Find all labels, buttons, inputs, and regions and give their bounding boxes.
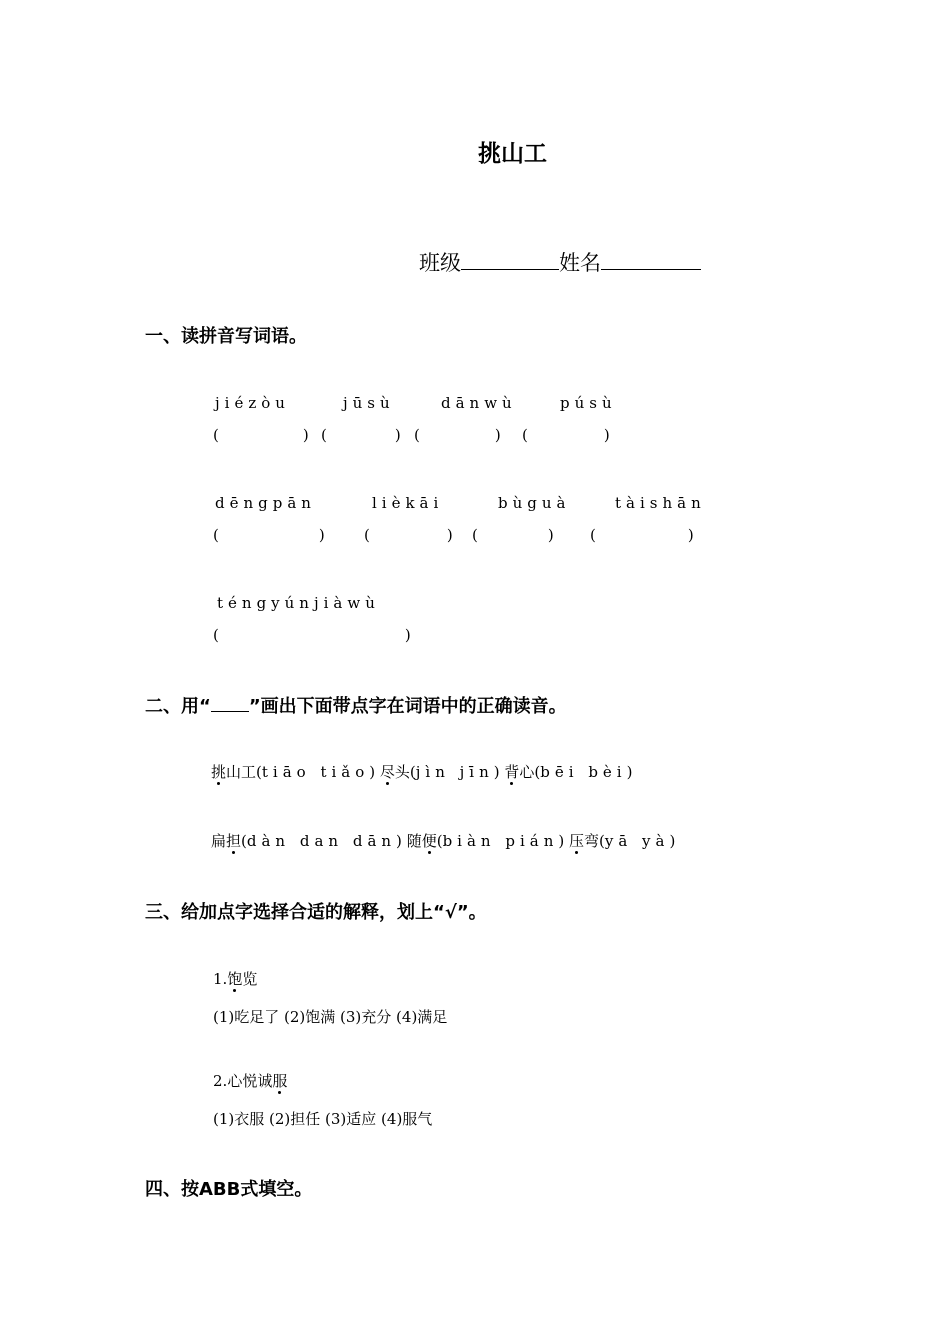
section2-heading: 二、用“ ”画出下面带点字在词语中的正确读音。 <box>145 696 567 717</box>
answer-slot[interactable]: ( ) <box>472 526 554 544</box>
pinyin-tengyunjiawu: téngyúnjiàwù <box>217 594 380 612</box>
answer-slot[interactable]: ( ) <box>321 426 401 444</box>
reading-item: 尽头(jìn jīn) <box>379 763 500 781</box>
dotted-char: 挑 <box>211 763 227 781</box>
dotted-char: 尽 <box>379 763 395 781</box>
class-blank[interactable] <box>461 247 559 270</box>
answer-slot[interactable]: ( ) <box>213 626 411 644</box>
reading-item: 随便(biàn pián) <box>406 832 565 850</box>
reading-row-1 <box>211 761 632 782</box>
name-label: 姓名 <box>559 251 601 275</box>
dotted-char: 压 <box>569 832 585 850</box>
pinyin-jiezou: jiézòu <box>215 394 290 412</box>
pinyin-options[interactable]: biàn pián <box>442 832 559 850</box>
name-blank[interactable] <box>601 247 701 270</box>
dotted-char: 便 <box>421 832 437 850</box>
dotted-char: 服 <box>272 1072 288 1090</box>
section3-heading: 三、给加点字选择合适的解释，划上“√”。 <box>145 902 487 923</box>
pinyin-danwu: dānwù <box>441 394 517 412</box>
answer-slot[interactable]: ( ) <box>522 426 610 444</box>
pinyin-options[interactable]: yā yà <box>604 832 670 850</box>
section4-heading: 四、按ABB式填空。 <box>145 1179 313 1200</box>
reading-item: 背心(bēi bèi) <box>504 763 633 781</box>
answer-slot[interactable]: ( ) <box>213 426 309 444</box>
page-title: 挑山工 <box>478 141 547 167</box>
reading-row-2 <box>211 830 675 851</box>
answer-slot[interactable]: ( ) <box>590 526 694 544</box>
pinyin-bugua: bùguà <box>498 494 571 512</box>
pinyin-taishan: tàishān <box>615 494 706 512</box>
underline-sample <box>211 697 249 712</box>
answer-slot[interactable]: ( ) <box>213 526 325 544</box>
pinyin-jusu: jūsù <box>343 394 395 412</box>
pinyin-options[interactable]: dàn dan dān <box>246 832 397 850</box>
question-1-options[interactable]: (1)吃足了 (2)饱满 (3)充分 (4)满足 <box>213 1008 448 1026</box>
answer-slot[interactable]: ( ) <box>364 526 453 544</box>
question-2: 2.心悦诚服 <box>213 1072 288 1090</box>
section1-heading: 一、读拼音写词语。 <box>145 326 307 347</box>
student-info <box>419 247 701 277</box>
pinyin-options[interactable]: bēi bèi <box>540 763 627 781</box>
dotted-char: 饱 <box>227 970 243 988</box>
reading-item: 挑山工(tiāo tiǎo) <box>211 763 376 781</box>
answer-slot[interactable]: ( ) <box>414 426 501 444</box>
pinyin-liekai: lièkāi <box>372 494 444 512</box>
question-1: 1.饱览 <box>213 970 258 988</box>
question-2-options[interactable]: (1)衣服 (2)担任 (3)适应 (4)服气 <box>213 1110 433 1128</box>
class-label: 班级 <box>419 251 461 275</box>
dotted-char: 背 <box>504 763 520 781</box>
pinyin-pusu: púsù <box>560 394 617 412</box>
reading-item: 扁担(dàn dan dān) <box>211 832 402 850</box>
dotted-char: 担 <box>226 832 242 850</box>
reading-item: 压弯(yā yà) <box>569 832 676 850</box>
pinyin-options[interactable]: tiāo tiǎo <box>261 763 370 781</box>
pinyin-dengpan: dēngpān <box>215 494 316 512</box>
pinyin-options[interactable]: jìn jīn <box>415 763 494 781</box>
